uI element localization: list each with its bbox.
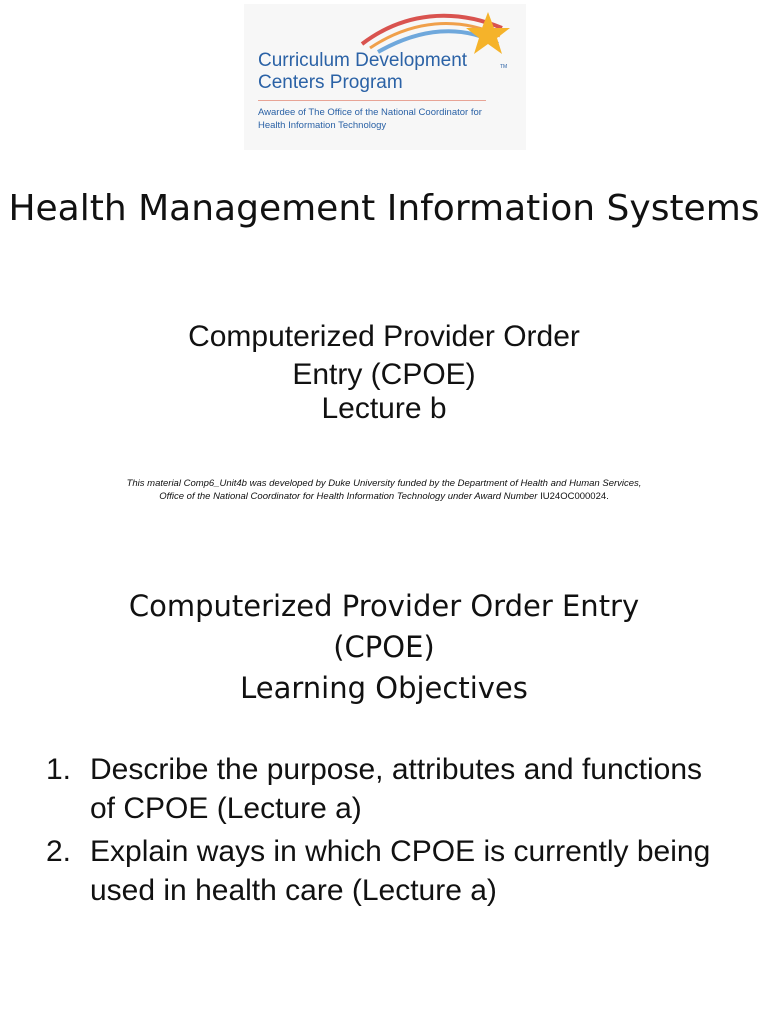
list-item-number: 2. [46,835,72,868]
objectives-title-line3: Learning Objectives [240,671,528,705]
logo-program-line1: Curriculum Development [258,50,468,71]
learning-objectives-list [46,750,726,914]
funding-credit-line1: This material Comp6_Unit4b was developed by Duke University funded by the Department of Health and Human Services, [126,478,642,489]
funding-credit-line2 [0,490,768,503]
list-item [46,832,726,910]
list-item-text: Explain ways in which CPOE is currently being used in health care (Lecture a) [90,835,711,907]
funding-credit [0,477,768,503]
objectives-slide-title [0,586,768,709]
unit-subtitle [0,318,768,428]
list-item-text: Describe the purpose, attributes and functions of CPOE (Lecture a) [90,753,703,825]
course-title: Health Management Information Systems [8,188,760,229]
award-number: IU24OC000024. [540,491,609,502]
logo-award-line2: Health Information Technology [258,120,387,131]
objectives-title-line2: (CPOE) [333,630,435,664]
logo-trademark: TM [500,64,508,70]
logo-program-line2: Centers Program [258,72,403,93]
program-logo [244,4,526,150]
objectives-title-line1: Computerized Provider Order Entry [128,589,640,623]
list-item-number: 1. [46,753,72,786]
funding-credit-line2-text: Office of the National Coordinator for Health Information Technology under Award Number [159,491,541,502]
logo-divider [258,100,486,101]
logo-award-line1: Awardee of The Office of the National Coordinator for [258,107,482,118]
lecture-label: Lecture b [321,392,447,425]
unit-subtitle-line2: Entry (CPOE) [292,358,476,391]
list-item [46,750,726,828]
unit-subtitle-line1: Computerized Provider Order [188,320,580,353]
